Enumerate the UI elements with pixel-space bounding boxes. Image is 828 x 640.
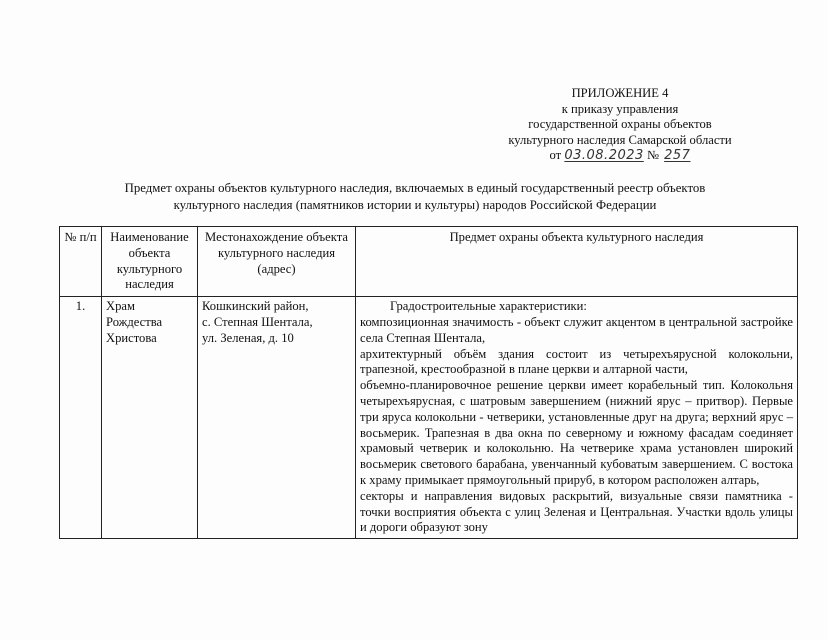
- appendix-date-line: [470, 148, 770, 164]
- appendix-line-order: к приказу управления: [561, 101, 679, 116]
- document-title: [60, 180, 770, 214]
- handwritten-number: 257: [664, 148, 691, 163]
- subject-paragraph-composition: композиционная значимость - объект служит акцентом в центральной застройке села Степная Шентала,: [360, 314, 793, 345]
- date-prefix: от: [549, 148, 562, 162]
- document-title-line-2: культурного наследия (памятников истории и культуры) народов Российской Федерации: [173, 198, 657, 212]
- location-district: Кошкинский район,: [202, 299, 309, 314]
- row-name: Храм Рождества Христова: [102, 297, 198, 539]
- document-title-line-1: Предмет охраны объектов культурного наследия, включаемых в единый государственный реестр объектов: [124, 181, 706, 195]
- heritage-table: [59, 226, 798, 539]
- table-header-row: [60, 227, 798, 297]
- appendix-line-region: культурного наследия Самарской области: [508, 132, 732, 147]
- subject-heading: Градостроительные характеристики:: [390, 299, 587, 314]
- row-location: [198, 297, 356, 539]
- location-street: ул. Зеленая, д. 10: [202, 330, 294, 345]
- location-village: с. Степная Шентала,: [202, 314, 313, 329]
- header-num: № п/п: [60, 227, 102, 297]
- header-name: Наименование объекта культурного наследия: [102, 227, 198, 297]
- header-location: Местонахождение объекта культурного наследия (адрес): [198, 227, 356, 297]
- subject-paragraph-views: секторы и направления видовых раскрытий, визуальные связи памятника - точки восприятия объекта с улиц Зеленая и Центральная. Участки вдоль улицы и дороги образуют зону: [360, 488, 793, 535]
- subject-paragraph-planning: объемно-планировочное решение церкви имеет корабельный тип. Колокольня четырехъярусная, с шатровым завершением (нижний ярус – притвор). Первые три яруса колокольни - четверики, установленные друг на друга; верхний ярус – восьмерик. Трапезная в два окна по северному и южному фасадам соединяет храмовый четверик и колокольню. На четверике храма установлен широкий восьмерик светового барабана, увенчанный кубоватым завершением. С востока к храму примыкает прямоугольный прируб, в котором расположен алтарь,: [360, 378, 793, 487]
- subject-paragraph-volume: архитектурный объём здания состоит из четырехъярусной колокольни, трапезной, крестообразной в плане церкви и алтарной части,: [360, 346, 793, 377]
- header-subject: Предмет охраны объекта культурного наследия: [356, 227, 798, 297]
- row-num: 1.: [60, 297, 102, 539]
- table-row: [60, 297, 798, 539]
- appendix-line-agency: государственной охраны объектов: [528, 117, 712, 131]
- number-prefix: №: [646, 148, 659, 162]
- appendix-header: [470, 86, 770, 164]
- row-subject: [356, 297, 798, 539]
- handwritten-date: 03.08.2023: [564, 148, 644, 163]
- appendix-title: ПРИЛОЖЕНИЕ 4: [571, 86, 669, 100]
